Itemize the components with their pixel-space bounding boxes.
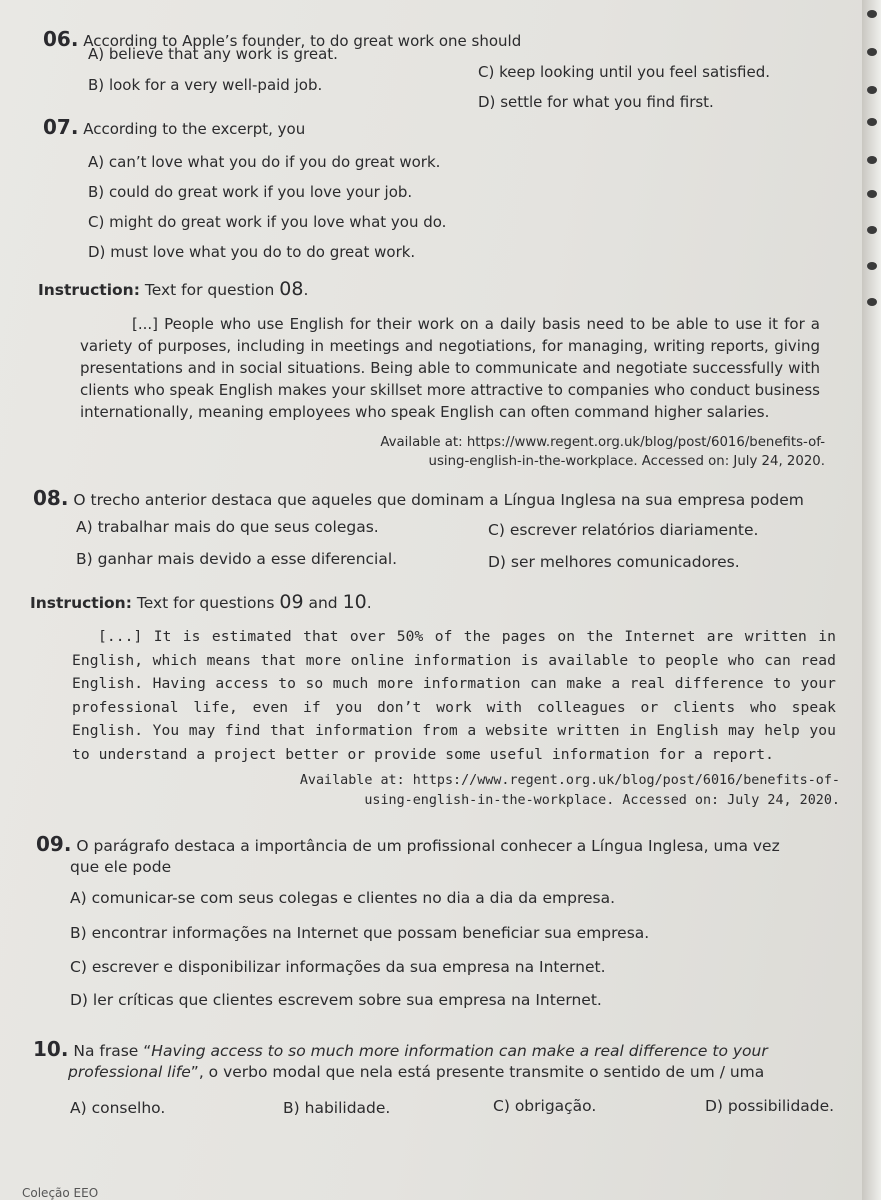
q07-option-c[interactable]: C) might do great work if you love what you do. — [88, 213, 447, 231]
q10-option-d[interactable]: D) possibilidade. — [705, 1097, 835, 1115]
question-number: 10. — [33, 1037, 69, 1061]
question-number: 06. — [43, 27, 79, 51]
q08-option-c[interactable]: C) escrever relatórios diariamente. — [488, 521, 759, 539]
question-10: 10. Na frase “Having access to so much more information can make a real difference to your — [33, 1037, 768, 1061]
question-number: 07. — [43, 115, 79, 139]
q09-option-b[interactable]: B) encontrar informações na Internet que possam beneficiar sua empresa. — [70, 924, 650, 942]
q09-option-d[interactable]: D) ler críticas que clientes escrevem sobre sua empresa na Internet. — [70, 991, 602, 1009]
question-10-stem-continued: professional life”, o verbo modal que nela está presente transmite o sentido de um / uma — [68, 1063, 765, 1081]
q08-option-a[interactable]: A) trabalhar mais do que seus colegas. — [76, 518, 379, 536]
footer-text: Coleção EEO — [22, 1186, 99, 1200]
instruction-09-10: Instruction: Text for questions 09 and 10. — [30, 591, 372, 613]
q08-option-d[interactable]: D) ser melhores comunicadores. — [488, 553, 740, 571]
q07-option-b[interactable]: B) could do great work if you love your job. — [88, 183, 413, 201]
q08-option-b[interactable]: B) ganhar mais devido a esse diferencial. — [76, 550, 398, 568]
question-09 — [36, 832, 780, 856]
reading-passage-08: [...] People who use English for their work on a daily basis need to be able to use it for a variety of purposes, including in meetings and negotiations, for managing, writing reports, giving presentations and in social situations. Being able to communicate and negotiate successfully with clients who speak English makes your skillset more attractive to companies who conduct business internationally, meaning employees who speak English can often command higher salaries. — [80, 315, 820, 421]
question-number: 08. — [33, 486, 69, 510]
question-stem: According to the excerpt, you — [83, 120, 306, 138]
page-edge — [862, 0, 881, 1200]
q09-option-a[interactable]: A) comunicar-se com seus colegas e clientes no dia a dia da empresa. — [70, 889, 616, 907]
instruction-08: Instruction: Text for question 08. — [38, 278, 309, 300]
q07-option-d[interactable]: D) must love what you do to do great work. — [88, 243, 416, 261]
question-stem: O parágrafo destaca a importância de um profissional conhecer a Língua Inglesa, uma vez — [76, 837, 780, 855]
q10-option-a[interactable]: A) conselho. — [70, 1099, 166, 1117]
q10-option-c[interactable]: C) obrigação. — [493, 1097, 597, 1115]
instruction-label: Instruction: — [30, 594, 132, 612]
q06-option-c[interactable]: C) keep looking until you feel satisfied. — [478, 63, 771, 81]
instruction-label: Instruction: — [38, 281, 140, 299]
question-stem: According to Apple’s founder, to do great work one should — [83, 32, 522, 50]
q09-option-c[interactable]: C) escrever e disponibilizar informações da sua empresa na Internet. — [70, 958, 606, 976]
quoted-sentence: Having access to so much more information can make a real difference to your — [151, 1042, 768, 1060]
question-stem: O trecho anterior destaca que aqueles que dominam a Língua Inglesa na sua empresa podem — [73, 491, 804, 509]
q06-option-d[interactable]: D) settle for what you find first. — [478, 93, 714, 111]
reading-passage-09-10: [...] It is estimated that over 50% of the pages on the Internet are written in English, which means that more online information is available to people who can read English. Having access to so much more information can make a real difference to your professional life, even if you don’t work with colleagues or clients who speak English. You may find that information from a website written in English may help you to understand a project better or provide some useful information for a report. — [72, 628, 836, 763]
source-citation-08: Available at: https://www.regent.org.uk/blog/post/6016/benefits-of- using-english-in-the-workplace. Accessed on: July 24, 2020. — [380, 435, 825, 469]
question-number: 09. — [36, 832, 72, 856]
question-08 — [33, 486, 804, 510]
q10-option-b[interactable]: B) habilidade. — [283, 1099, 391, 1117]
q06-option-b[interactable]: B) look for a very well-paid job. — [88, 76, 323, 94]
q07-option-a[interactable]: A) can’t love what you do if you do great work. — [88, 153, 441, 171]
question-07 — [43, 115, 305, 139]
question-09-stem-continued: que ele pode — [70, 858, 172, 876]
source-citation-09-10: Available at: https://www.regent.org.uk/blog/post/6016/benefits-of- using-english-in-the-workplace. Accessed on: July 24, 2020. — [299, 773, 840, 808]
q06-option-a[interactable]: A) believe that any work is great. — [88, 45, 338, 63]
